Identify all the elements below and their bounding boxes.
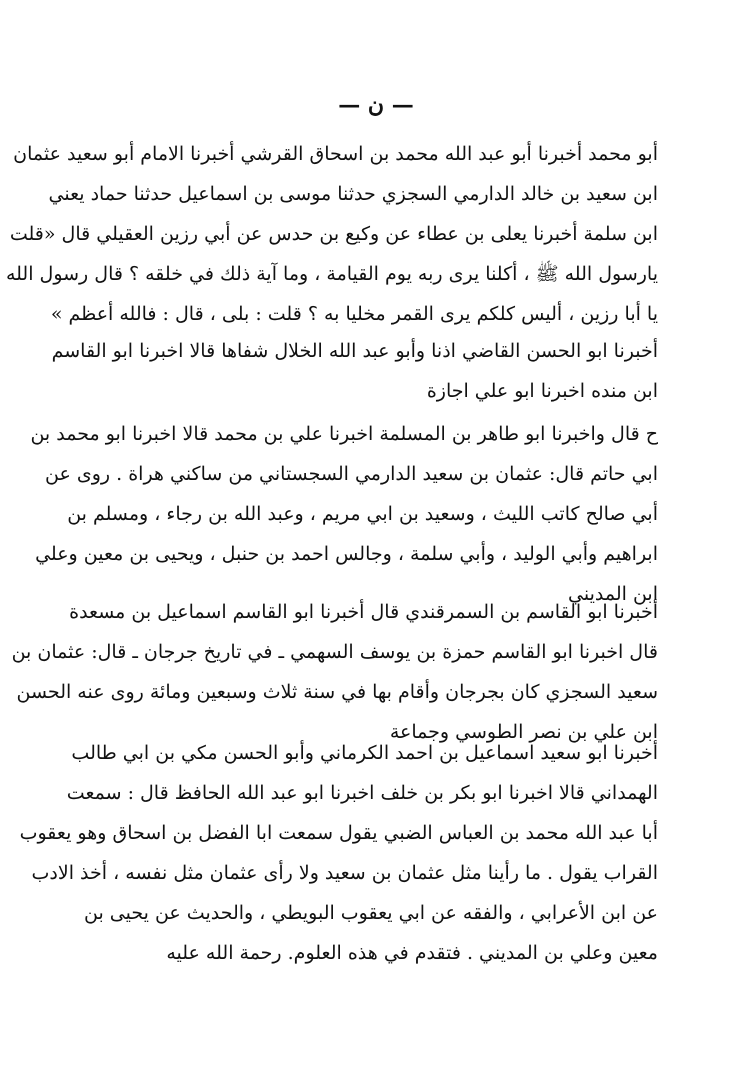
text-line: ابن سعيد بن خالد الدارمي السجزي حدثنا موسى بن اسماعيل حدثنا حماد يعني (48, 183, 658, 205)
page-number: — ن — (338, 92, 414, 118)
paragraph-2 (51, 331, 658, 411)
text-line: أبي صالح كاتب الليث ، وسعيد بن ابي مريم ، وعبد الله بن رجاء ، ومسلم بن (67, 503, 658, 525)
text-line: الهمداني قالا اخبرنا ابو بكر بن خلف اخبرنا ابو عبد الله الحافظ قال : سمعت (66, 782, 658, 804)
text-line: ابن سلمة أخبرنا يعلى بن عطاء عن وكيع بن حدس عن أبي رزين العقيلي قال «قلت (9, 223, 658, 245)
paragraph-4 (11, 592, 658, 752)
text-line: ابراهيم وأبي الوليد ، وأبي سلمة ، وجالس احمد بن حنبل ، ويحيى بن معين وعلي (35, 543, 658, 565)
text-line: ابن منده اخبرنا ابو علي اجازة (426, 380, 658, 402)
text-line: أخبرنا ابو الحسن القاضي اذنا وأبو عبد الله الخلال شفاها قالا اخبرنا ابو القاسم (51, 340, 658, 362)
paragraph-3 (30, 414, 658, 614)
text-line: معين وعلي بن المديني . فتقدم في هذه العلوم. رحمة الله عليه (166, 942, 658, 964)
text-line: عن ابن الأعرابي ، والفقه عن ابي يعقوب البويطي ، والحديث عن يحيى بن (84, 902, 658, 924)
text-line: ابن علي بن نصر الطوسي وجماعة (389, 721, 658, 743)
text-line: أبا عبد الله محمد بن العباس الضبي يقول سمعت ابا الفضل بن اسحاق وهو يعقوب (19, 822, 658, 844)
text-line: ابن المديني (568, 583, 658, 605)
text-line: أخبرنا ابو سعيد اسماعيل بن احمد الكرماني وأبو الحسن مكي بن ابي طالب (71, 742, 658, 764)
text-line: يارسول الله ﷺ ، أكلنا يرى ربه يوم القيامة ، وما آية ذلك في خلقه ؟ قال رسول الله (5, 263, 658, 285)
text-line: ابي حاتم قال: عثمان بن سعيد الدارمي السجستاني من ساكني هراة . روى عن (45, 463, 658, 485)
text-line: قال اخبرنا ابو القاسم حمزة بن يوسف السهمي ـ في تاريخ جرجان ـ قال: عثمان بن (11, 641, 658, 663)
text-line: القراب يقول . ما رأينا مثل عثمان بن سعيد ولا رأى عثمان مثل نفسه ، أخذ الادب (31, 862, 658, 884)
text-line: أبو محمد أخبرنا أبو عبد الله محمد بن اسحاق القرشي أخبرنا الامام أبو سعيد عثمان (13, 143, 658, 165)
text-line: يا أبا رزين ، أليس كلكم يرى القمر مخليا به ؟ قلت : بلى ، قال : فالله أعظم » (50, 303, 658, 325)
text-line: ح قال واخبرنا ابو طاهر بن المسلمة اخبرنا علي بن محمد قالا اخبرنا ابو محمد بن (30, 423, 658, 445)
paragraph-1 (5, 134, 658, 334)
text-line: أخبرنا ابو القاسم بن السمرقندي قال أخبرنا ابو القاسم اسماعيل بن مسعدة (69, 601, 658, 623)
text-line: سعيد السجزي كان بجرجان وأقام بها في سنة ثلاث وسبعين ومائة روى عنه الحسن (16, 681, 658, 703)
paragraph-5 (19, 733, 658, 973)
